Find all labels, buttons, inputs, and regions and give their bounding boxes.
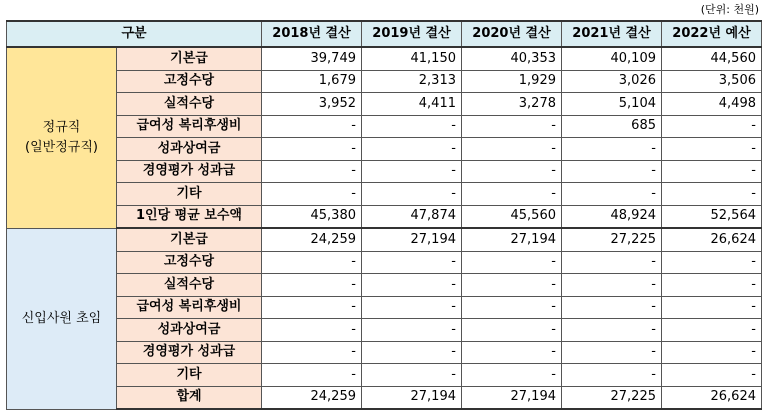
value-cell: - [462, 364, 562, 387]
value-cell: 3,952 [262, 93, 362, 116]
value-cell: 1,929 [462, 70, 562, 93]
table-row [7, 70, 762, 93]
value-cell: 24,259 [262, 386, 362, 409]
value-cell: - [262, 138, 362, 161]
value-cell: - [262, 341, 362, 364]
value-cell: 45,380 [262, 205, 362, 228]
table-row [7, 93, 762, 116]
value-cell: - [662, 364, 762, 387]
value-cell: 44,560 [662, 47, 762, 70]
value-cell: - [662, 341, 762, 364]
section-label [7, 47, 117, 228]
value-cell: - [462, 251, 562, 274]
value-cell: - [462, 296, 562, 319]
row-item-label: 성과상여금 [117, 319, 262, 342]
row-item-label: 실적수당 [117, 274, 262, 297]
value-cell: - [662, 274, 762, 297]
value-cell: - [462, 183, 562, 206]
value-cell: - [362, 251, 462, 274]
value-cell: 3,026 [562, 70, 662, 93]
table-row [7, 228, 762, 251]
value-cell: - [362, 319, 462, 342]
value-cell: 27,194 [362, 386, 462, 409]
section-label-line2: (일반정규직) [25, 139, 98, 155]
value-cell: 3,278 [462, 93, 562, 116]
value-cell: 52,564 [662, 205, 762, 228]
value-cell: 48,924 [562, 205, 662, 228]
value-cell: - [662, 183, 762, 206]
value-cell: - [562, 341, 662, 364]
header-category: 구분 [7, 21, 262, 47]
unit-label: (단위: 천원) [700, 3, 759, 16]
value-cell: - [262, 364, 362, 387]
value-cell: 4,498 [662, 93, 762, 116]
value-cell: - [662, 115, 762, 138]
value-cell: - [262, 183, 362, 206]
value-cell: - [562, 138, 662, 161]
value-cell: 27,225 [562, 386, 662, 409]
row-item-label: 기타 [117, 364, 262, 387]
value-cell: 27,225 [562, 228, 662, 251]
header-year: 2021년 결산 [562, 21, 662, 47]
value-cell: - [562, 319, 662, 342]
table-row [7, 160, 762, 183]
compensation-table [6, 20, 762, 410]
value-cell: - [262, 160, 362, 183]
row-item-label: 성과상여금 [117, 138, 262, 161]
section-label-line1: 정규직 [42, 119, 81, 135]
table-row [7, 319, 762, 342]
table-row-total [7, 205, 762, 228]
row-item-label: 고정수당 [117, 70, 262, 93]
table-row [7, 183, 762, 206]
value-cell: - [562, 160, 662, 183]
table-row [7, 251, 762, 274]
value-cell: - [562, 296, 662, 319]
value-cell: 5,104 [562, 93, 662, 116]
row-item-label: 고정수당 [117, 251, 262, 274]
value-cell: - [362, 341, 462, 364]
value-cell: - [262, 296, 362, 319]
value-cell: - [462, 319, 562, 342]
row-item-label: 합계 [117, 386, 262, 409]
value-cell: - [362, 274, 462, 297]
row-item-label: 기본급 [117, 228, 262, 251]
value-cell: - [462, 274, 562, 297]
value-cell: 4,411 [362, 93, 462, 116]
row-item-label: 1인당 평균 보수액 [117, 205, 262, 228]
value-cell: 41,150 [362, 47, 462, 70]
row-item-label: 급여성 복리후생비 [117, 296, 262, 319]
value-cell: - [662, 319, 762, 342]
table-row-total [7, 386, 762, 409]
value-cell: 45,560 [462, 205, 562, 228]
table-row [7, 138, 762, 161]
table-row [7, 364, 762, 387]
value-cell: - [262, 274, 362, 297]
row-item-label: 기본급 [117, 47, 262, 70]
value-cell: 24,259 [262, 228, 362, 251]
row-item-label: 기타 [117, 183, 262, 206]
section-label-line1: 신입사원 초임 [21, 310, 102, 326]
value-cell: - [362, 364, 462, 387]
value-cell: 27,194 [462, 228, 562, 251]
value-cell: 40,353 [462, 47, 562, 70]
value-cell: - [262, 251, 362, 274]
value-cell: 40,109 [562, 47, 662, 70]
value-cell: - [362, 296, 462, 319]
value-cell: - [562, 274, 662, 297]
value-cell: - [462, 115, 562, 138]
value-cell: - [262, 319, 362, 342]
value-cell: 3,506 [662, 70, 762, 93]
value-cell: - [362, 115, 462, 138]
value-cell: - [362, 183, 462, 206]
value-cell: 2,313 [362, 70, 462, 93]
value-cell: - [662, 138, 762, 161]
table-row [7, 274, 762, 297]
value-cell: 39,749 [262, 47, 362, 70]
value-cell: - [462, 138, 562, 161]
table-body [7, 47, 762, 409]
header-row [7, 21, 762, 47]
value-cell: 26,624 [662, 386, 762, 409]
value-cell: 27,194 [462, 386, 562, 409]
table-row [7, 47, 762, 70]
header-year: 2019년 결산 [362, 21, 462, 47]
value-cell: - [362, 138, 462, 161]
row-item-label: 급여성 복리후생비 [117, 115, 262, 138]
value-cell: 1,679 [262, 70, 362, 93]
value-cell: - [562, 251, 662, 274]
value-cell: - [562, 364, 662, 387]
table-row [7, 341, 762, 364]
header-year: 2022년 예산 [662, 21, 762, 47]
value-cell: 26,624 [662, 228, 762, 251]
header-year: 2018년 결산 [262, 21, 362, 47]
value-cell: - [562, 183, 662, 206]
value-cell: 685 [562, 115, 662, 138]
row-item-label: 경영평가 성과급 [117, 341, 262, 364]
row-item-label: 경영평가 성과급 [117, 160, 262, 183]
value-cell: - [262, 115, 362, 138]
value-cell: - [462, 160, 562, 183]
row-item-label: 실적수당 [117, 93, 262, 116]
table-row [7, 296, 762, 319]
value-cell: 27,194 [362, 228, 462, 251]
header-year: 2020년 결산 [462, 21, 562, 47]
table-row [7, 115, 762, 138]
value-cell: - [662, 251, 762, 274]
value-cell: - [362, 160, 462, 183]
value-cell: - [662, 160, 762, 183]
section-label [7, 228, 117, 409]
value-cell: 47,874 [362, 205, 462, 228]
value-cell: - [662, 296, 762, 319]
value-cell: - [462, 341, 562, 364]
